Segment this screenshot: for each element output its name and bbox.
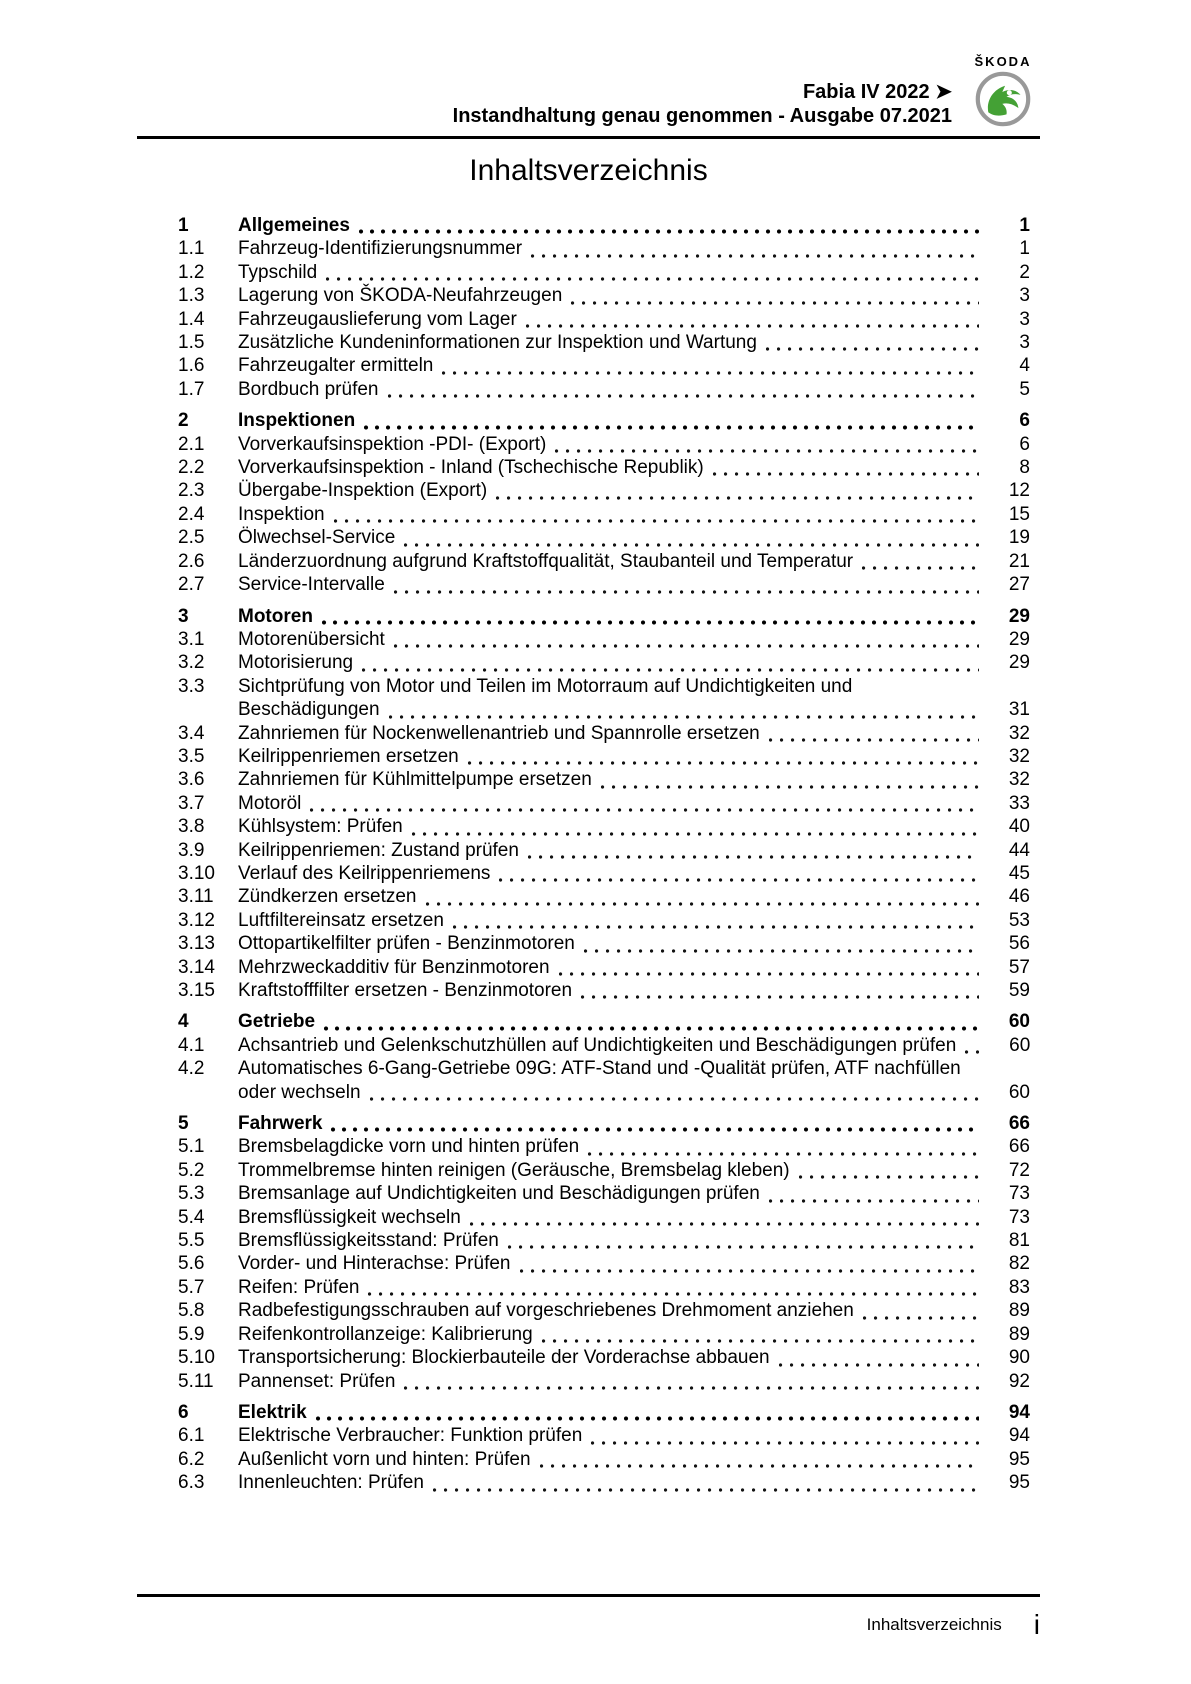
toc-entry-title: Getriebe [238, 1011, 316, 1033]
toc-entry[interactable] [178, 550, 1030, 573]
toc-entry-page: 44 [1008, 839, 1030, 861]
dot-leader [359, 229, 979, 234]
toc-entry-number: 3.4 [178, 722, 205, 744]
toc-entry-title: Vorder- und Hinterachse: Prüfen [238, 1253, 511, 1275]
toc-entry-number: 1.4 [178, 308, 205, 330]
toc-entry[interactable] [178, 1182, 1030, 1205]
toc-entry[interactable] [178, 1010, 1030, 1033]
toc-entry-number: 2.2 [178, 457, 205, 479]
toc-entry-number: 3.12 [178, 909, 215, 931]
toc-entry-title: Pannenset: Prüfen [238, 1370, 396, 1392]
dot-leader [404, 1386, 979, 1390]
toc-entry-title: Bremsbelagdicke vorn und hinten prüfen [238, 1136, 580, 1158]
toc-entry-number: 5.8 [178, 1300, 205, 1322]
dot-leader [713, 472, 979, 476]
dot-leader [965, 1050, 979, 1054]
dot-leader [388, 394, 980, 398]
toc-entry[interactable] [178, 331, 1030, 354]
toc-entry-number: 2.4 [178, 503, 205, 525]
dot-leader [362, 668, 979, 672]
toc-entry-title: Reifen: Prüfen [238, 1276, 360, 1298]
toc-entry-number: 1.6 [178, 355, 205, 377]
toc-entry-page: 95 [1008, 1472, 1030, 1494]
toc-entry-title: Zahnriemen für Kühlmittelpumpe ersetzen [238, 769, 592, 791]
toc-entry-number: 4.2 [178, 1058, 205, 1080]
toc-entry[interactable] [178, 1276, 1030, 1299]
toc-entry[interactable] [178, 261, 1030, 284]
toc-entry-page: 19 [1008, 527, 1030, 549]
toc-entry-page: 90 [1008, 1347, 1030, 1369]
toc-entry-title: Motorenübersicht [238, 628, 385, 650]
toc-entry[interactable] [178, 815, 1030, 838]
toc-entry-number: 1.7 [178, 378, 205, 400]
toc-entry-title: Radbefestigungsschrauben auf vorgeschriebenes Drehmoment anziehen [238, 1300, 854, 1322]
dot-leader [769, 1199, 979, 1203]
toc-entry-title: Bremsanlage auf Undichtigkeiten und Beschädigungen prüfen [238, 1183, 760, 1205]
toc-entry[interactable] [178, 573, 1030, 596]
toc-entry-number: 5.6 [178, 1253, 205, 1275]
toc-entry-page: 32 [1008, 722, 1030, 744]
toc-entry-title: Reifenkontrollanzeige: Kalibrierung [238, 1323, 533, 1345]
toc-entry-page: 29 [1008, 628, 1030, 650]
toc-entry-title: Elektrische Verbraucher: Funktion prüfen [238, 1425, 583, 1447]
toc-entry-title: Innenleuchten: Prüfen [238, 1472, 424, 1494]
toc-entry-page: 29 [1008, 605, 1030, 627]
toc-entry-number: 6.3 [178, 1472, 205, 1494]
toc-entry-title: Keilrippenriemen ersetzen [238, 745, 459, 767]
dot-leader [528, 855, 979, 859]
dot-leader [442, 371, 979, 375]
toc-entry-page: 2 [1019, 261, 1030, 283]
toc-entry-number: 5.2 [178, 1159, 205, 1181]
toc-entry[interactable] [178, 1034, 1030, 1057]
toc-entry-title: Fahrzeugauslieferung vom Lager [238, 308, 517, 330]
toc-entry[interactable] [178, 768, 1030, 791]
toc-entry-title: Service-Intervalle [238, 574, 385, 596]
toc-entry-page: 8 [1019, 457, 1030, 479]
toc-entry-page: 73 [1008, 1206, 1030, 1228]
toc-entry-page: 46 [1008, 886, 1030, 908]
toc-entry-title: Bremsflüssigkeit wechseln [238, 1206, 461, 1228]
toc-entry[interactable] [178, 1299, 1030, 1322]
toc-entry-title: Länderzuordnung aufgrund Kraftstoffqualität, Staubanteil und Temperatur [238, 550, 854, 572]
toc-entry[interactable] [178, 1057, 1030, 1104]
skoda-logo [966, 54, 1040, 127]
toc-entry-page: 32 [1008, 769, 1030, 791]
toc-entry[interactable] [178, 1112, 1030, 1135]
toc-entry-title: Achsantrieb und Gelenkschutzhüllen auf Undichtigkeiten und Beschädigungen prüfen [238, 1034, 957, 1056]
dot-leader [496, 496, 979, 500]
toc-entry-title: Fahrwerk [238, 1113, 323, 1135]
toc-entry[interactable] [178, 885, 1030, 908]
dot-leader [508, 1245, 979, 1249]
toc-entry-page: 92 [1008, 1370, 1030, 1392]
toc-entry-title-continued: oder wechseln [238, 1081, 361, 1103]
toc-entry-number: 1 [178, 215, 189, 236]
toc-entry[interactable] [178, 1206, 1030, 1229]
toc-entry-title: Vorverkaufsinspektion - Inland (Tschechische Republik) [238, 457, 704, 479]
toc-entry-page: 3 [1019, 285, 1030, 307]
dot-leader [364, 425, 979, 430]
toc-entry-number: 5.4 [178, 1206, 205, 1228]
dot-leader [499, 878, 979, 882]
toc-entry-number: 2.5 [178, 527, 205, 549]
toc-entry-page: 73 [1008, 1183, 1030, 1205]
toc-entry[interactable] [178, 1370, 1030, 1393]
toc-entry-number: 5 [178, 1113, 189, 1135]
toc-entry[interactable] [178, 792, 1030, 815]
toc-entry-number: 2.7 [178, 574, 205, 596]
page-title: Inhaltsverzeichnis [469, 154, 708, 187]
toc-entry[interactable] [178, 839, 1030, 862]
dot-leader [370, 1097, 979, 1101]
toc-entry-page: 83 [1008, 1276, 1030, 1298]
dot-leader [531, 254, 979, 258]
dot-leader [404, 543, 979, 547]
dot-leader [470, 1222, 979, 1226]
toc-entry[interactable] [178, 605, 1030, 628]
toc-entry[interactable] [178, 1346, 1030, 1369]
toc-entry-number: 6.1 [178, 1425, 205, 1447]
toc-entry-page: 81 [1008, 1230, 1030, 1252]
toc-entry-title: Verlauf des Keilrippenriemens [238, 862, 491, 884]
toc-entry[interactable] [178, 1471, 1030, 1494]
toc-entry[interactable] [178, 1229, 1030, 1252]
toc-entry-page: 89 [1008, 1300, 1030, 1322]
toc-entry-number: 1.2 [178, 261, 205, 283]
dot-leader [426, 902, 980, 906]
toc-entry-title: Mehrzweckadditiv für Benzinmotoren [238, 956, 550, 978]
toc-entry-number: 5.3 [178, 1183, 205, 1205]
toc-entry-title: Transportsicherung: Blockierbauteile der Vorderachse abbauen [238, 1347, 770, 1369]
toc-entry-title: Zusätzliche Kundeninformationen zur Inspektion und Wartung [238, 332, 757, 354]
toc-entry-page: 1 [1019, 215, 1030, 236]
document-header-line2: Instandhaltung genau genommen - Ausgabe 07.2021 [452, 105, 952, 127]
dot-leader [588, 1152, 979, 1156]
dot-leader [542, 1339, 979, 1343]
toc-entry-number: 3.3 [178, 675, 205, 697]
toc-entry-title: Elektrik [238, 1401, 307, 1423]
toc-entry[interactable] [178, 862, 1030, 885]
toc-entry-title: Automatisches 6-Gang-Getriebe 09G: ATF-Stand und -Qualität prüfen, ATF nachfüllen [238, 1058, 961, 1080]
dot-leader [331, 1127, 979, 1132]
footer-page-number: i [1033, 1609, 1040, 1640]
toc-entry-number: 3 [178, 605, 189, 627]
toc-entry-page: 94 [1008, 1425, 1030, 1447]
toc-entry-page: 29 [1008, 652, 1030, 674]
toc-entry-number: 3.5 [178, 745, 205, 767]
toc-entry-page: 66 [1008, 1136, 1030, 1158]
toc-entry-number: 3.10 [178, 862, 215, 884]
toc-entry-title: Motoren [238, 605, 313, 627]
toc-entry-page: 15 [1008, 503, 1030, 525]
toc-entry[interactable] [178, 214, 1030, 237]
toc-entry-title: Bordbuch prüfen [238, 378, 379, 400]
toc-entry-number: 6.2 [178, 1448, 205, 1470]
toc-entry-page: 66 [1008, 1113, 1030, 1135]
toc-entry-page: 3 [1019, 308, 1030, 330]
toc-entry-page: 56 [1008, 933, 1030, 955]
toc-entry[interactable] [178, 1252, 1030, 1275]
skoda-logo-icon [975, 71, 1031, 127]
toc-entry-title: Allgemeines [238, 215, 350, 236]
toc-entry[interactable] [178, 1159, 1030, 1182]
toc-entry[interactable] [178, 745, 1030, 768]
dot-leader [862, 566, 979, 570]
toc-entry[interactable] [178, 433, 1030, 456]
toc-entry[interactable] [178, 1401, 1030, 1424]
toc-entry[interactable] [178, 1448, 1030, 1471]
toc-entry-number: 3.8 [178, 816, 205, 838]
toc-entry-page: 59 [1008, 980, 1030, 1001]
dot-leader [766, 347, 979, 351]
toc-entry-page: 3 [1019, 332, 1030, 354]
toc-entry-number: 5.11 [178, 1370, 214, 1392]
dot-leader [526, 324, 979, 328]
toc-entry[interactable] [178, 456, 1030, 479]
toc-entry[interactable] [178, 979, 1030, 1002]
footer-section-label: Inhaltsverzeichnis [866, 1615, 1002, 1634]
toc-entry-page: 82 [1008, 1253, 1030, 1275]
toc-entry[interactable] [178, 479, 1030, 502]
toc-entry-title: Keilrippenriemen: Zustand prüfen [238, 839, 519, 861]
toc-entry[interactable] [178, 956, 1030, 979]
toc-entry-page: 57 [1008, 956, 1030, 978]
toc-entry-number: 3.15 [178, 980, 215, 1001]
dot-leader [581, 995, 979, 999]
toc-entry-page: 72 [1008, 1159, 1030, 1181]
document-footer [137, 1594, 1040, 1640]
toc-entry-page: 5 [1019, 378, 1030, 400]
toc-entry-page: 33 [1008, 792, 1030, 814]
toc-entry[interactable] [178, 1135, 1030, 1158]
toc-entry-number: 2.6 [178, 550, 205, 572]
toc-entry-number: 3.7 [178, 792, 205, 814]
toc-entry-number: 1.3 [178, 285, 205, 307]
toc-entry-page: 60 [1008, 1081, 1030, 1103]
toc-entry[interactable] [178, 1323, 1030, 1346]
toc-entry-title: Lagerung von ŠKODA-Neufahrzeugen [238, 285, 563, 307]
toc-entry[interactable] [178, 503, 1030, 526]
toc-entry-number: 3.11 [178, 886, 214, 908]
toc-entry-number: 3.13 [178, 933, 215, 955]
dot-leader [326, 277, 979, 281]
toc-entry[interactable] [178, 675, 1030, 722]
toc-entry-number: 3.9 [178, 839, 205, 861]
toc-entry-page: 94 [1008, 1401, 1030, 1423]
toc-entry-title: Außenlicht vorn und hinten: Prüfen [238, 1448, 531, 1470]
header-divider [137, 136, 1040, 139]
toc-entry-title: Kühlsystem: Prüfen [238, 816, 403, 838]
toc-entry-number: 5.10 [178, 1347, 215, 1369]
toc-entry-number: 5.5 [178, 1230, 205, 1252]
toc-entry-page: 12 [1008, 480, 1030, 502]
dot-leader [584, 949, 979, 953]
toc-entry-page: 60 [1009, 1034, 1031, 1056]
toc-entry-number: 2 [178, 410, 189, 432]
toc-entry-page: 1 [1019, 238, 1030, 260]
toc-entry-page: 31 [1008, 699, 1030, 721]
toc-entry-title: Zahnriemen für Nockenwellenantrieb und Spannrolle ersetzen [238, 722, 760, 744]
dot-leader [571, 301, 979, 305]
skoda-logo-wordmark: ŠKODA [974, 54, 1032, 69]
toc-entry[interactable] [178, 308, 1030, 331]
toc-entry-title: Übergabe-Inspektion (Export) [238, 480, 488, 502]
dot-leader [555, 449, 979, 453]
toc-entry-number: 3.6 [178, 769, 205, 791]
toc-entry-title: Typschild [238, 261, 318, 283]
dot-leader [591, 1441, 979, 1445]
dot-leader [322, 620, 979, 625]
toc-entry-page: 40 [1008, 816, 1030, 838]
toc-entry[interactable] [178, 909, 1030, 932]
toc-entry-title-continued: Beschädigungen [238, 699, 380, 721]
dot-leader [316, 1416, 979, 1421]
dot-leader [540, 1464, 979, 1468]
toc-entry-title: Fahrzeugalter ermitteln [238, 355, 434, 377]
toc-entry-number: 6 [178, 1401, 189, 1423]
toc-entry-title: Motoröl [238, 792, 302, 814]
toc-entry-page: 4 [1019, 355, 1030, 377]
toc-entry[interactable] [178, 237, 1030, 260]
dot-leader [601, 785, 979, 789]
dot-leader [779, 1363, 979, 1367]
toc-entry-title: Bremsflüssigkeitsstand: Prüfen [238, 1230, 499, 1252]
toc-entry-title: Luftfiltereinsatz ersetzen [238, 909, 444, 931]
toc-entry-number: 3.2 [178, 652, 205, 674]
dot-leader [433, 1488, 979, 1492]
toc-entry-title: Inspektionen [238, 410, 356, 432]
dot-leader [412, 832, 979, 836]
toc-entry-number: 3.1 [178, 628, 205, 650]
toc-entry-title: Inspektion [238, 503, 325, 525]
document-header-line1: Fabia IV 2022 ➤ [802, 81, 952, 103]
toc-entry[interactable] [178, 722, 1030, 745]
toc-entry-number: 5.1 [178, 1136, 205, 1158]
toc-entry-title: Kraftstofffilter ersetzen - Benzinmotoren [238, 980, 573, 1001]
toc-entry-number: 1.5 [178, 332, 205, 354]
dot-leader [389, 715, 979, 719]
dot-leader [863, 1316, 979, 1320]
table-of-contents [137, 214, 1040, 1495]
dot-leader [334, 519, 979, 523]
toc-entry-title: Fahrzeug-Identifizierungsnummer [238, 238, 523, 260]
toc-entry-number: 2.1 [178, 433, 205, 455]
dot-leader [394, 644, 979, 648]
toc-entry-page: 32 [1008, 745, 1030, 767]
dot-leader [310, 808, 979, 812]
dot-leader [368, 1292, 979, 1296]
document-header-text [453, 80, 952, 128]
toc-entry-title: Trommelbremse hinten reinigen (Geräusche, Bremsbelag kleben) [238, 1159, 790, 1181]
toc-entry[interactable] [178, 378, 1030, 401]
toc-entry-page: 6 [1019, 410, 1030, 432]
toc-entry-title: Motorisierung [238, 652, 354, 674]
toc-entry[interactable] [178, 409, 1030, 432]
dot-leader [468, 761, 979, 765]
dot-leader [324, 1026, 979, 1031]
toc-entry[interactable] [178, 651, 1030, 674]
toc-entry-title: Vorverkaufsinspektion -PDI- (Export) [238, 433, 547, 455]
toc-entry-title: Sichtprüfung von Motor und Teilen im Motorraum auf Undichtigkeiten und [238, 675, 853, 697]
document-header [137, 0, 1040, 128]
toc-entry-page: 45 [1008, 862, 1030, 884]
toc-entry-page: 21 [1008, 550, 1030, 572]
toc-entry[interactable] [178, 1424, 1030, 1447]
dot-leader [394, 590, 979, 594]
toc-entry-page: 95 [1008, 1448, 1030, 1470]
toc-entry-page: 53 [1008, 909, 1030, 931]
toc-entry-title: Ottopartikelfilter prüfen - Benzinmotoren [238, 933, 575, 955]
toc-entry-number: 5.9 [178, 1323, 205, 1345]
toc-entry-page: 6 [1019, 433, 1030, 455]
toc-entry-title: Zündkerzen ersetzen [238, 886, 417, 908]
toc-entry[interactable] [178, 932, 1030, 955]
toc-entry[interactable] [178, 354, 1030, 377]
toc-entry-number: 1.1 [178, 238, 205, 260]
toc-entry-number: 3.14 [178, 956, 215, 978]
toc-entry[interactable] [178, 526, 1030, 549]
toc-entry-number: 4.1 [178, 1034, 205, 1056]
toc-entry-title: Ölwechsel-Service [238, 527, 396, 549]
footer-divider [137, 1594, 1040, 1597]
dot-leader [769, 738, 979, 742]
dot-leader [453, 925, 979, 929]
toc-entry-page: 27 [1008, 574, 1030, 596]
dot-leader [799, 1175, 979, 1179]
toc-entry[interactable] [178, 284, 1030, 307]
dot-leader [559, 972, 979, 976]
toc-entry[interactable] [178, 628, 1030, 651]
toc-entry-number: 4 [178, 1011, 189, 1033]
toc-entry-number: 5.7 [178, 1276, 205, 1298]
toc-entry-page: 89 [1008, 1323, 1030, 1345]
toc-entry-number: 2.3 [178, 480, 205, 502]
dot-leader [520, 1269, 980, 1273]
toc-entry-page: 60 [1008, 1011, 1030, 1033]
